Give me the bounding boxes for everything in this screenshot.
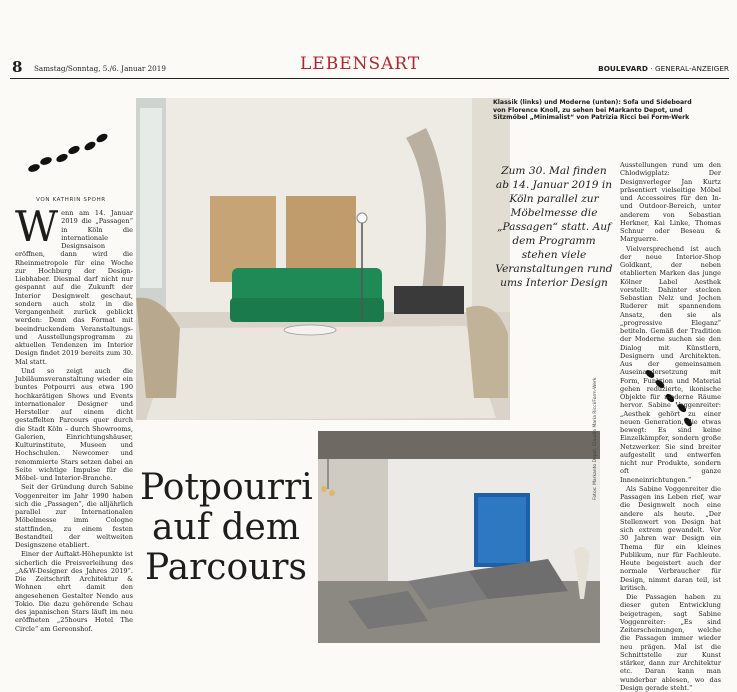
paragraph: Einer der Auftakt-Höhepunkte ist sicherlich die Preisverleihung des „A&W-Designer des Jahres 2019“. Die Zeitschrift Architektur & Wohnen ehrt damit den angesehenen Gestalter Nendo aus Tokio. Die dazu gehörende Schau des japanischen Stars läuft im neu eröffneten „25hours Hotel The Circle“ am Gereonshof. — [15, 550, 133, 633]
paragraph: Die Passagen haben zu dieser guten Entwicklung beigetragen, sagt Sabine Voggenreiter: „Es sind Zeiterscheinungen, welche die Passagen immer wieder neu prägen. Mal ist die Schnittstelle zur Kunst stärker, dann zur Architektur etc. Daran kann man wunderbar ablesen, wo das Design gerade steht.“ — [620, 593, 721, 692]
newspaper-name — [598, 64, 729, 73]
newspaper-boulevard: BOULEVARD — [598, 64, 648, 73]
paragraph: Und so zeigt auch die Jubiläumsveranstaltung wieder ein buntes Potpourri aus etwa 190 hochkarätigen Shows und Events internationaler Designer und Hersteller auf einem dicht gestaffelten Parcours quer durch die Stadt Köln – durch Showrooms, Galerien, Einrichtungshäuser, Kulturinstitute, Museen und Hochschulen. Newcomer und renommierte Stars setzen dabei an Seite wichtige Impulse für die Möbel- und Interior-Branche. — [15, 366, 133, 482]
article-column-1 — [15, 202, 133, 661]
article-column-3 — [620, 161, 721, 692]
paragraph: enn am 14. Januar 2019 die „Passagen“ in Köln die internationale Designsaison eröffnen, dann wird die Rheinmetropole für eine Woche zur Hochburg der Design-Liebhaber. Diesmal darf nicht nur gespannt auf die Zukunft der Interior Designwelt geschaut, sondern auch stolz in die Vergangenheit zurück geblickt werden: Denn das Format mit beeindruckendem Veranstaltungs- und Ausstellungsprogramm zu aktuellen Tendenzen im Interior Design findet 2019 bereits zum 30. Mal statt. — [15, 209, 133, 366]
section-title: LEBENSART — [300, 54, 421, 74]
teaser-text: Zum 30. Mal finden ab 14. Januar 2019 in Köln parallel zur Möbelmesse die „Passagen“ statt. Auf dem Programm stehen viele Veranstaltungen rund ums Interior Design — [495, 165, 613, 289]
footprints-icon — [24, 128, 114, 176]
byline: VON KATHRIN SPOHR — [36, 197, 106, 203]
photo-living-room — [136, 98, 510, 420]
paragraph: Vielversprechend ist auch der neue Interior-Shop Goldkant, der neben etablierten Marken das junge Kölner Label Aesthek vorstellt: Dahinter stecken Sebastian Nelz und Jochen Ruderer mit spannendem Ansatz, den sie als „progressive Eleganz“ betiteln. Gemäß der Tradition der Moderne suchen sie den Dialog mit Künstlern, Designern und Architekten. Aus der gemeinsamen Auseinandersetzung mit Form, Funktion und Material gehen reduzierte, ikonische Objekte für moderne Räume hervor. Sabine Voggenreiter: „Aesthek gehört zu einer neuen Generation, die etwas bewegt: Es sind keine Einzelkämpfer, sondern große Netzwerker. Sie sind breiter aufgestellt und entwerfen nicht nur Produkte, sondern oft ganze Inneneinrichtungen.“ — [620, 244, 721, 484]
page-number: 8 — [12, 58, 23, 76]
headline-line: Parcours — [145, 547, 307, 588]
photo-credit: Fotos: Markanto Depot, Claudia Maria Ricci/Form-Werk — [593, 377, 598, 500]
photo-loft-chairs — [318, 431, 600, 643]
header-rule — [10, 78, 729, 79]
photo-caption: Klassik (links) und Moderne (unten): Sofa und Sideboard von Florence Knoll, zu sehen bei Markanto Depot, und Sitzmöbel „Minimalist“ von Patrizia Ricci bei Form-Werk — [493, 99, 692, 122]
paragraph: Seit der Gründung durch Sabine Voggenreiter im Jahr 1990 haben sich die „Passagen“, die alljährlich parallel zur Internationalen Möbelmesse imm Cologne stattfinden, zu einem festen Bestandteil der weltweiten Designszene etabliert. — [15, 483, 133, 549]
paragraph: Ausstellungen rund um den Chlodwigplatz: Der Designverleger Jan Kurtz präsentiert vielseitige Möbel und Accessoires für den In- und Outdoor-Bereich, unter anderem von Sebastian Herkner, Kai Linke, Thomas Schnur oder Beseau & Marguerre. — [620, 161, 721, 244]
headline-line: auf dem — [152, 507, 300, 548]
paragraph: Als Sabine Voggenreiter die Passagen ins Leben rief, war die Designwelt noch eine andere als heute. „Der Stellenwert von Design hat sich extrem gewandelt. Vor 30 Jahren war Design ein Thema für ein kleines Publikum, nur für Fachleute. Heute begeistert auch der normale Verbraucher für Design, nimmt daran teil, ist kritisch. — [620, 484, 721, 592]
issue-date: Samstag/Sonntag, 5./6. Januar 2019 — [34, 64, 166, 73]
headline — [140, 468, 312, 588]
newspaper-ga: · GENERAL-ANZEIGER — [647, 64, 729, 73]
drop-cap: W — [15, 202, 59, 251]
headline-line: Potpourri — [140, 467, 313, 508]
